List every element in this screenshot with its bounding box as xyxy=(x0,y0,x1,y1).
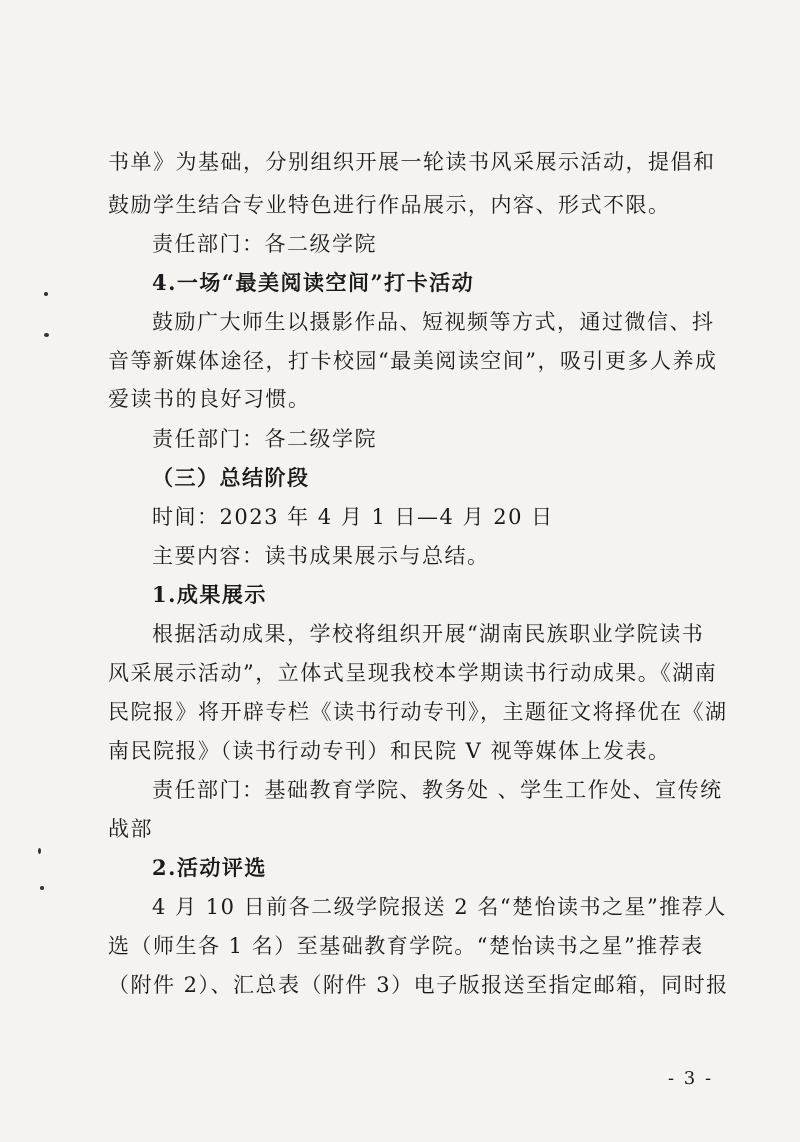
paragraph-line: 音等新媒体途径，打卡校园“最美阅读空间”，吸引更多人养成 xyxy=(108,349,718,373)
section-heading: （三）总结阶段 xyxy=(152,465,310,490)
scan-speck xyxy=(44,292,48,296)
paragraph-line: 战部 xyxy=(108,817,153,841)
scan-speck xyxy=(40,886,44,890)
paragraph-line: 风采展示活动”，立体式呈现我校本学期读书行动成果。《湖南 xyxy=(108,661,718,685)
paragraph-line: （附件 2）、汇总表（附件 3）电子版报送至指定邮箱，同时报 xyxy=(108,973,729,997)
paragraph-line: 4 月 10 日前各二级学院报送 2 名“楚怡读书之星”推荐人 xyxy=(152,895,727,919)
paragraph-line: 根据活动成果，学校将组织开展“湖南民族职业学院读书 xyxy=(152,622,705,646)
section-heading: 2.活动评选 xyxy=(152,855,267,880)
paragraph-line: 责任部门：基础教育学院、教务处 、学生工作处、宣传统 xyxy=(152,778,723,802)
paragraph-line: 爱读书的良好习惯。 xyxy=(108,387,311,411)
paragraph-line: 鼓励学生结合专业特色进行作品展示，内容、形式不限。 xyxy=(108,193,671,217)
paragraph-line: 主要内容：读书成果展示与总结。 xyxy=(152,544,490,568)
paragraph-line: 时间：2023 年 4 月 1 日—4 月 20 日 xyxy=(152,505,554,529)
paragraph-line: 民院报》将开辟专栏《读书行动专刊》，主题征文将择优在《湖 xyxy=(108,700,728,724)
paragraph-line: 鼓励广大师生以摄影作品、短视频等方式，通过微信、抖 xyxy=(152,310,715,334)
paragraph-line: 南民院报》（读书行动专刊）和民院 V 视等媒体上发表。 xyxy=(108,739,671,763)
paragraph-line: 责任部门：各二级学院 xyxy=(152,232,377,256)
scan-speck xyxy=(38,848,41,854)
paragraph-line: 选（师生各 1 名）至基础教育学院。“楚怡读书之星”推荐表 xyxy=(108,934,704,958)
section-heading: 4.一场“最美阅读空间”打卡活动 xyxy=(152,270,475,295)
scan-speck xyxy=(44,333,49,337)
paragraph-line: 书单》为基础，分别组织开展一轮读书风采展示活动，提倡和 xyxy=(108,150,716,174)
paragraph-line: 责任部门：各二级学院 xyxy=(152,427,377,451)
section-heading: 1.成果展示 xyxy=(152,582,267,607)
page-number: - 3 - xyxy=(668,1068,714,1089)
